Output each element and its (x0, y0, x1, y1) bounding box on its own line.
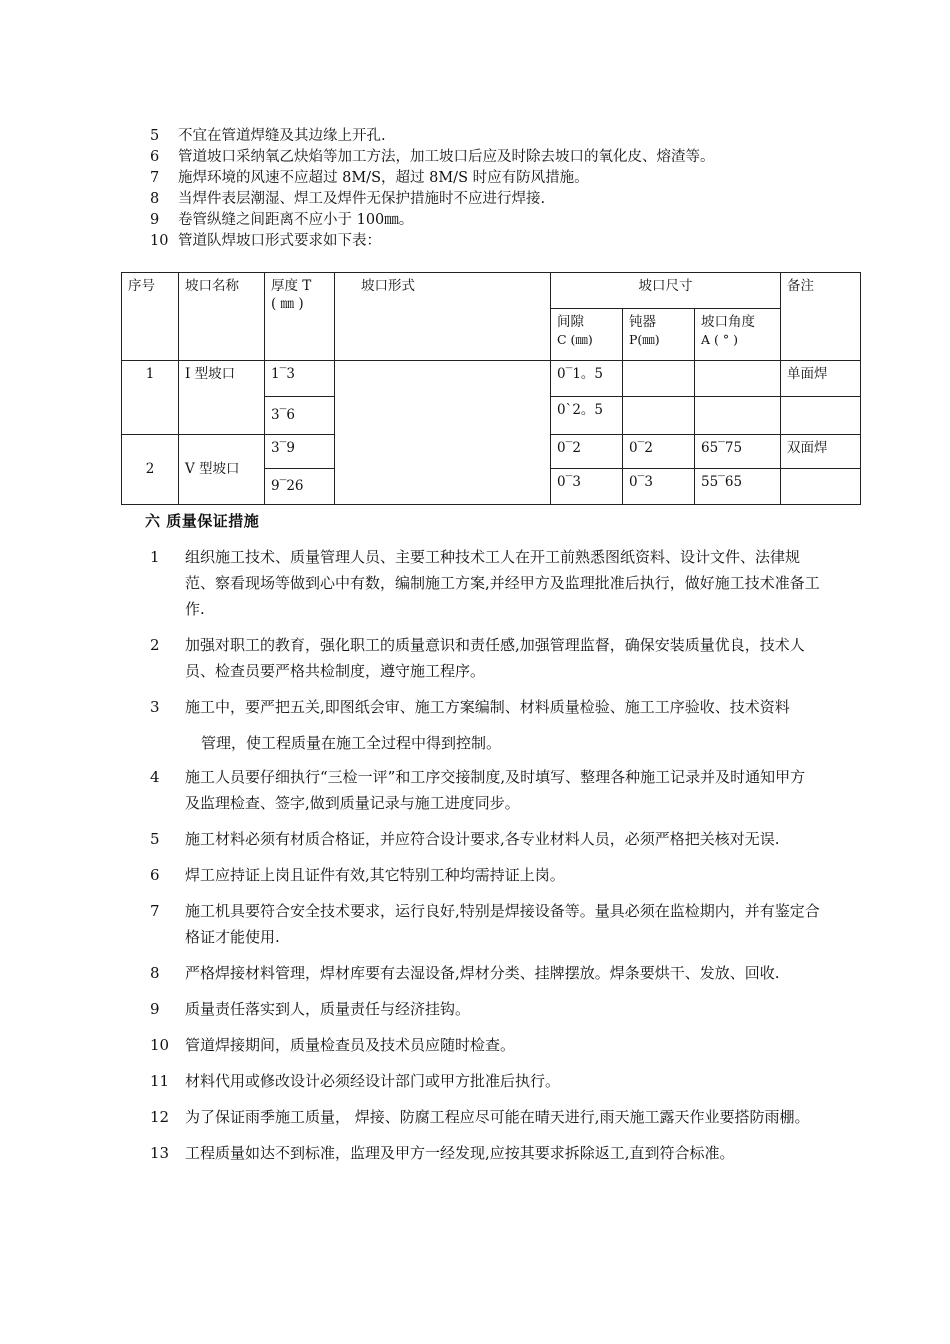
list-item: 8 严格焊接材料管理，焊材库要有去湿设备,焊材分类、挂牌摆放。焊条要烘干、发放、回收. (150, 964, 780, 982)
header-size: 坡口尺寸 (551, 273, 781, 309)
list-item: 6 焊工应持证上岗且证件有效,其它特别工种均需持证上岗。 (150, 866, 565, 884)
header-angle: 坡口角度 A ( ° ) (695, 309, 781, 361)
list-item: 1 组织施工技术、质量管理人员、主要工种技术工人在开工前熟悉图纸资料、设计文件、法律规范、察看现场等做到心中有数，编制施工方案,并经甲方及监理批准后执行，做好施工技术准备工作. (150, 548, 820, 618)
list-item: 11 材料代用或修改设计必须经设计部门或甲方批准后执行。 (150, 1072, 561, 1090)
welding-requirements-list (150, 126, 850, 252)
section-title: 六 质量保证措施 (145, 512, 260, 530)
header-gap: 间隙 C (㎜) (551, 309, 623, 361)
list-item: 7 施焊环境的风速不应超过 8M/S，超过 8M/S 时应有防风措施。 (150, 170, 589, 186)
list-item: 5 施工材料必须有材质合格证，并应符合设计要求,各专业材料人员，必须严格把关核对无误. (150, 830, 780, 848)
list-item: 3 施工中，要严把五关,即图纸会审、施工方案编制、材料质量检验、施工工序验收、技术资料 管理，使工程质量在施工全过程中得到控制。 (150, 698, 790, 752)
list-item: 10 管道队焊坡口形式要求如下表： (150, 233, 381, 249)
header-name: 坡口名称 (179, 273, 265, 361)
table-row: 3‾6 0`2。5 (122, 397, 861, 435)
header-blunt: 钝器 P(㎜) (623, 309, 695, 361)
list-item: 5 不宜在管道焊缝及其边缘上开孔. (150, 128, 386, 144)
list-item: 8 当焊件表层潮湿、焊工及焊件无保护措施时不应进行焊接. (150, 191, 546, 207)
quality-measures-list (150, 544, 820, 1176)
list-item: 6 管道坡口采纳氧乙炔焰等加工方法，加工坡口后应及时除去坡口的氧化皮、熔渣等。 (150, 149, 715, 165)
header-form: 坡口形式 (335, 273, 551, 361)
header-note: 备注 (781, 273, 861, 361)
list-item: 10 管道焊接期间，质量检查员及技术员应随时检查。 (150, 1036, 516, 1054)
header-seq: 序号 (122, 273, 179, 361)
form-cell (335, 361, 551, 505)
table-row: 2 V 型坡口 3‾9 0‾2 0‾2 65‾75 双面焊 (122, 435, 861, 469)
list-item: 2 加强对职工的教育，强化职工的质量意识和责任感,加强管理监督，确保安装质量优良，技术人员、检查员要严格共检制度，遵守施工程序。 (150, 636, 805, 680)
list-item: 9 卷管纵缝之间距离不应小于 100㎜。 (150, 212, 414, 228)
header-thickness: 厚度 T ( ㎜ ) (265, 273, 335, 361)
list-item: 12 为了保证雨季施工质量， 焊接、防腐工程应尽可能在晴天进行,雨天施工露天作业要搭防雨棚。 (150, 1108, 810, 1126)
list-item: 13 工程质量如达不到标准，监理及甲方一经发现,应按其要求拆除返工,直到符合标准。 (150, 1144, 735, 1162)
table-header-row (122, 273, 861, 309)
list-item: 7 施工机具要符合安全技术要求，运行良好,特别是焊接设备等。量具必须在监检期内，并有鉴定合格证才能使用. (150, 902, 820, 946)
table-row: 1 I 型坡口 1‾3 0‾1。5 单面焊 (122, 361, 861, 397)
list-item: 9 质量责任落实到人，质量责任与经济挂钩。 (150, 1000, 471, 1018)
table-row: 9‾26 0‾3 0‾3 55‾65 (122, 469, 861, 505)
list-item: 4 施工人员要仔细执行“三检一评”和工序交接制度,及时填写、整理各种施工记录并及时通知甲方及监理检查、签字,做到质量记录与施工进度同步。 (150, 768, 806, 812)
groove-spec-table (121, 272, 861, 505)
